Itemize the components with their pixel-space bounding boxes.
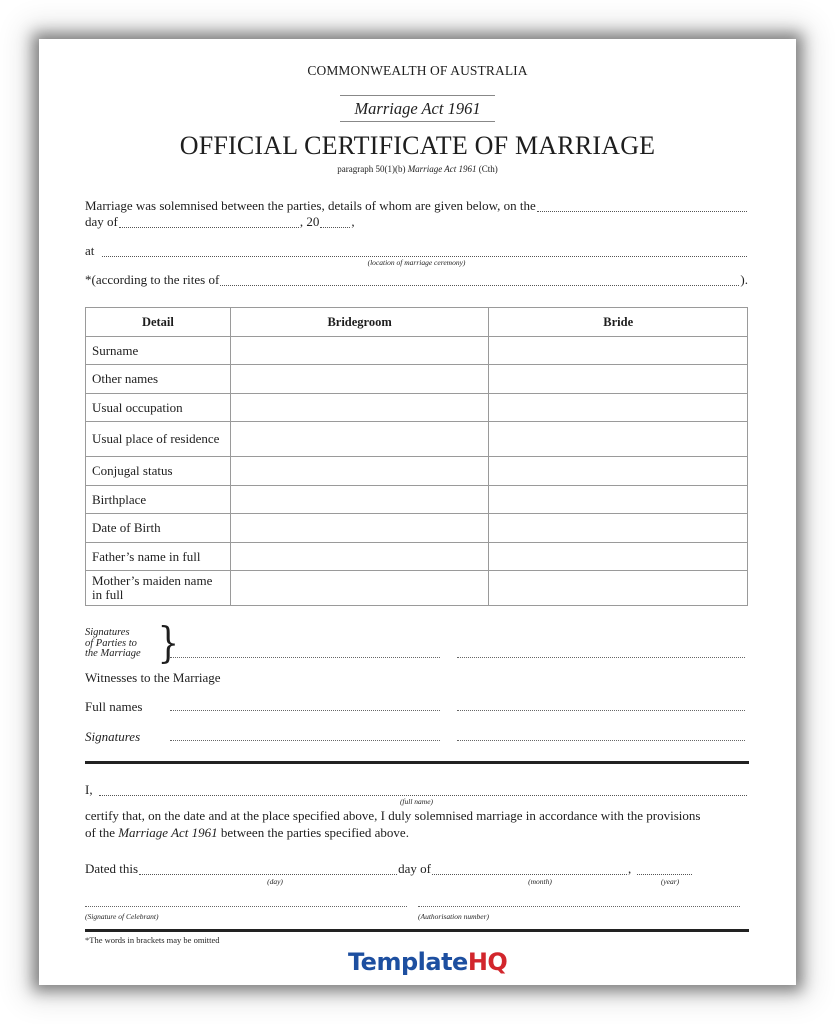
celebrant-name-line (85, 782, 748, 798)
certification-statement-line-1: certify that, on the date and at the place specified above, I duly solemnised marriage in accordance with the provisions (85, 808, 701, 823)
row-label: Usual occupation (86, 394, 231, 422)
at-label: at (85, 243, 95, 258)
table-row-other-names (86, 365, 748, 394)
table-row-occupation (86, 394, 748, 422)
location-caption: (location of marriage ceremony) (367, 258, 466, 267)
day-caption: (day) (267, 877, 283, 886)
row-label: Mother’s maiden name in full (86, 571, 231, 606)
witnesses-heading: Witnesses to the Marriage (85, 670, 221, 685)
year-suffix: , (351, 214, 355, 229)
year-caption: (year) (660, 877, 680, 886)
bride-occupation-cell[interactable] (489, 394, 748, 422)
bridegroom-birthplace-cell[interactable] (230, 486, 489, 514)
table-header-row (86, 308, 748, 337)
bridegroom-residence-cell[interactable] (230, 422, 489, 457)
celebrant-full-name-field[interactable] (99, 785, 747, 796)
row-label: Date of Birth (86, 514, 231, 543)
witness-signatures-label: Signatures (85, 729, 141, 744)
day-field[interactable] (537, 201, 747, 212)
parties-label-line-2: of Parties to (85, 637, 137, 649)
witness-1-full-name-field[interactable] (170, 710, 440, 711)
location-line (85, 243, 748, 259)
bride-signature-field[interactable] (457, 657, 745, 658)
dated-month-field[interactable] (432, 864, 627, 875)
witness-2-signature-field[interactable] (457, 740, 745, 741)
parties-signature-label (85, 628, 141, 660)
bridegroom-occupation-cell[interactable] (230, 394, 489, 422)
row-label: Conjugal status (86, 457, 231, 486)
bridegroom-conjugal-status-cell[interactable] (230, 457, 489, 486)
statement-act: Marriage Act 1961 (118, 825, 218, 840)
witness-2-full-name-field[interactable] (457, 710, 745, 711)
rites-label: *(according to the rites of (85, 272, 220, 287)
row-label: Other names (86, 365, 231, 394)
page-title: OFFICIAL CERTIFICATE OF MARRIAGE (179, 131, 656, 160)
authorisation-number-field[interactable] (418, 906, 740, 907)
paragraph-ref-suffix: (Cth) (476, 164, 498, 174)
full-name-caption: (full name) (399, 797, 434, 806)
witness-1-signature-field[interactable] (170, 740, 440, 741)
table-row-mother-name (86, 571, 748, 606)
celebrant-signature-caption: (Signature of Celebrant) (85, 912, 159, 921)
row-label: Usual place of residence (86, 422, 231, 457)
bride-date-of-birth-cell[interactable] (489, 514, 748, 543)
row-label: Birthplace (86, 486, 231, 514)
celebrant-signature-field[interactable] (85, 906, 407, 907)
solemnised-date-line (85, 198, 748, 214)
bride-birthplace-cell[interactable] (489, 486, 748, 514)
parties-label-line-1: Signatures (85, 627, 130, 638)
comma: , (627, 861, 632, 876)
full-names-label: Full names (85, 699, 143, 714)
jurisdiction-heading: COMMONWEALTH OF AUSTRALIA (307, 63, 528, 78)
day-of-label: day of (85, 214, 118, 229)
bride-conjugal-status-cell[interactable] (489, 457, 748, 486)
bridegroom-date-of-birth-cell[interactable] (230, 514, 489, 543)
year-label: , 20 (299, 214, 320, 229)
statement-suffix: between the parties specified above. (217, 825, 409, 840)
location-field[interactable] (102, 246, 747, 257)
act-name-banner: Marriage Act 1961 (340, 95, 495, 122)
rites-suffix: ). (740, 272, 748, 287)
table-row-surname (86, 337, 748, 365)
dated-line (85, 861, 700, 877)
bridegroom-surname-cell[interactable] (230, 337, 489, 365)
table-row-birthplace (86, 486, 748, 514)
bride-father-name-cell[interactable] (489, 543, 748, 571)
day-of-label: day of (398, 861, 431, 876)
month-field[interactable] (119, 217, 299, 228)
column-header-bride: Bride (489, 308, 748, 337)
year-field[interactable] (320, 217, 350, 228)
logo-part-hq: HQ (467, 948, 508, 976)
bridegroom-signature-field[interactable] (170, 657, 440, 658)
table-row-father-name (86, 543, 748, 571)
row-label: Surname (86, 337, 231, 365)
bride-residence-cell[interactable] (489, 422, 748, 457)
templatehq-logo (348, 948, 507, 976)
statement-prefix: of the (85, 825, 119, 840)
bridegroom-father-name-cell[interactable] (230, 543, 489, 571)
certification-statement-line-2 (85, 825, 409, 841)
brace-icon: } (157, 618, 180, 667)
column-header-detail: Detail (86, 308, 231, 337)
bride-surname-cell[interactable] (489, 337, 748, 365)
month-caption: (month) (528, 877, 552, 886)
bride-other-names-cell[interactable] (489, 365, 748, 394)
table-row-date-of-birth (86, 514, 748, 543)
i-label: I, (85, 782, 93, 797)
logo-part-template: Template (348, 948, 468, 976)
paragraph-ref-prefix: paragraph 50(1)(b) (337, 164, 408, 174)
table-row-conjugal-status (86, 457, 748, 486)
footer-divider (85, 929, 749, 932)
dated-this-label: Dated this (85, 861, 139, 876)
bridegroom-mother-name-cell[interactable] (230, 571, 489, 606)
rites-field[interactable] (220, 275, 739, 286)
dated-day-field[interactable] (139, 864, 397, 875)
authorisation-number-caption: (Authorisation number) (418, 912, 490, 921)
paragraph-ref-act: Marriage Act 1961 (407, 164, 477, 174)
paragraph-reference (0, 164, 835, 174)
intro-text: Marriage was solemnised between the parties, details of whom are given below, on the (85, 198, 536, 213)
rites-line (85, 272, 748, 288)
table-row-residence (86, 422, 748, 457)
bride-mother-name-cell[interactable] (489, 571, 748, 606)
details-table (85, 307, 748, 606)
parties-label-line-3: the Marriage (85, 648, 141, 659)
column-header-bridegroom: Bridegroom (230, 308, 489, 337)
footnote: *The words in brackets may be omitted (85, 935, 220, 945)
section-divider (85, 761, 749, 764)
row-label: Father’s name in full (86, 543, 231, 571)
bridegroom-other-names-cell[interactable] (230, 365, 489, 394)
dated-year-field[interactable] (637, 864, 692, 875)
day-of-line (85, 214, 355, 230)
